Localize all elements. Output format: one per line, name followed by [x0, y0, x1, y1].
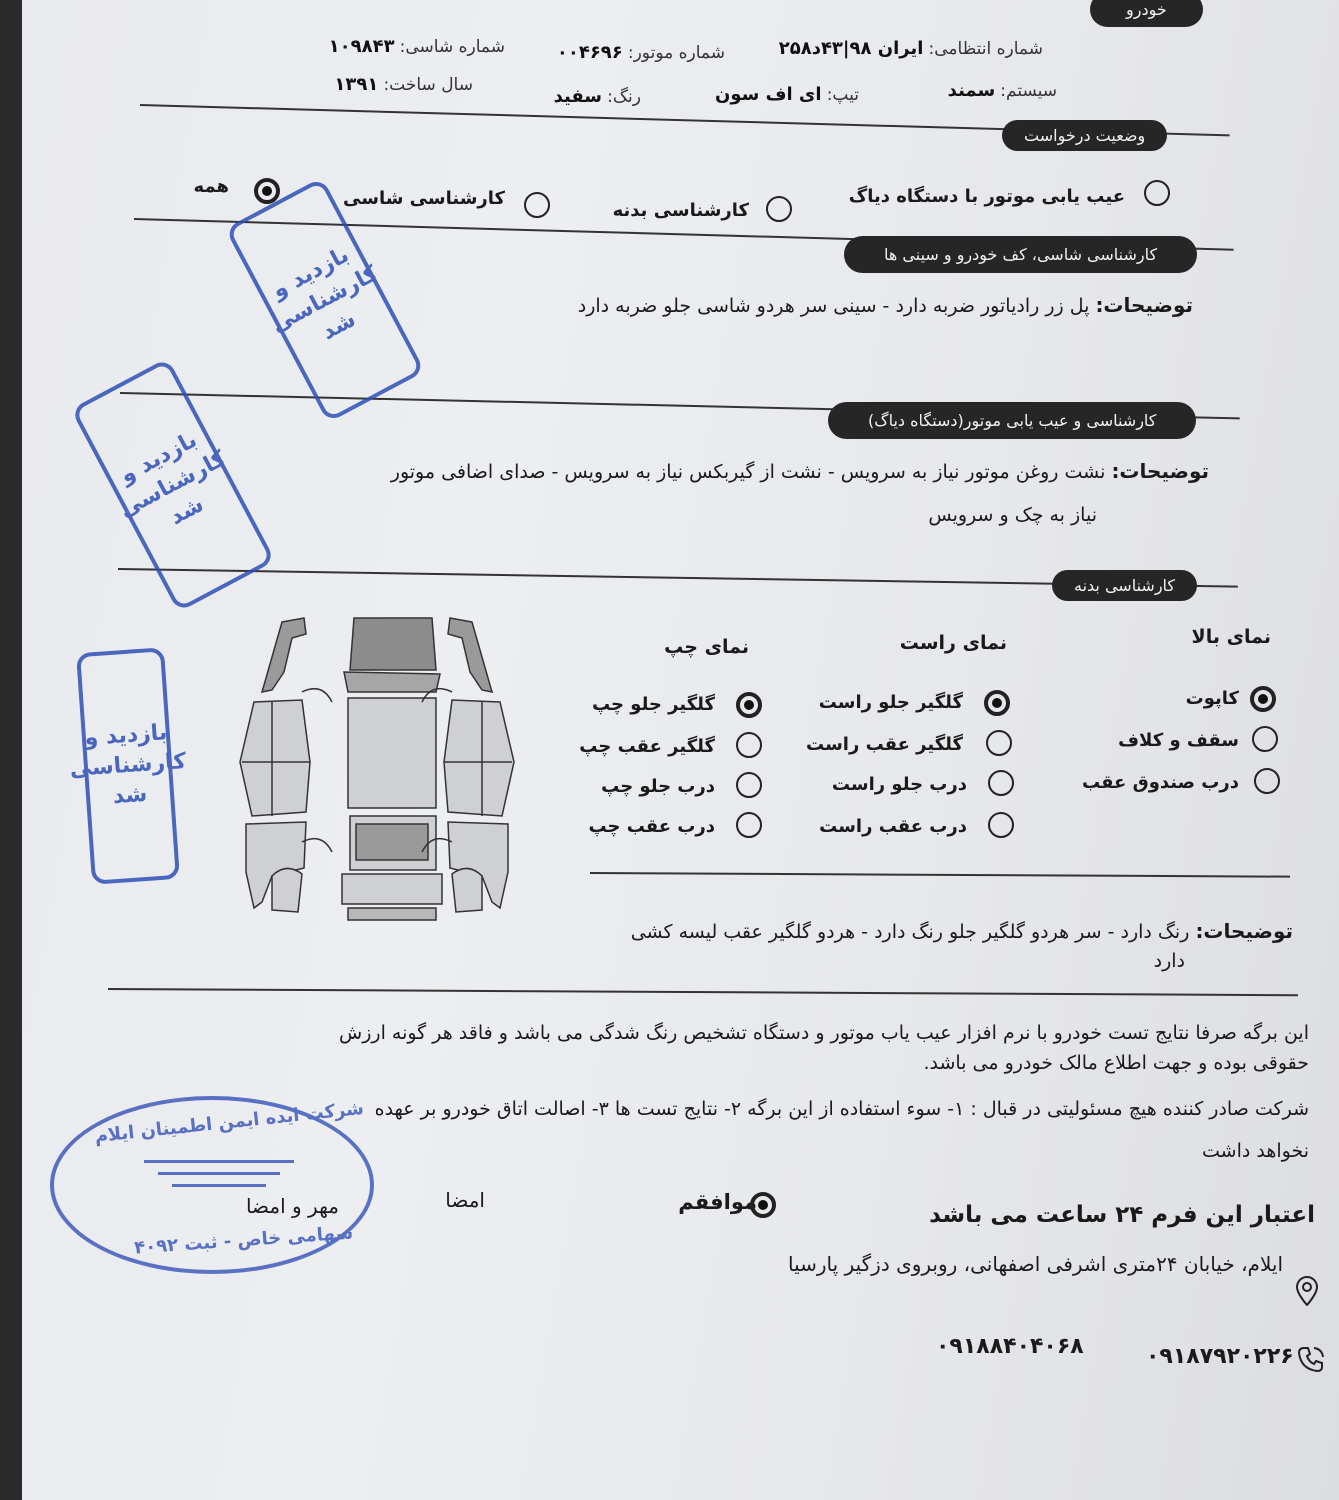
type-value: ای اف سون: [714, 84, 822, 105]
engine-section-heading: [828, 402, 1196, 439]
divider: [108, 988, 1298, 996]
disclaimer-line3-text: شرکت صادر کننده هیچ مسئولیتی در قبال : ۱- سوء استفاده از این برگه ۲- نتایج تست ها ۳- اصالت اتاق خودرو بر عهده: [374, 1098, 1309, 1120]
manufacture-year-value: ۱۳۹۱: [334, 74, 379, 95]
color-label: رنگ:: [607, 87, 641, 107]
inspection-stamp-text: بازدید و کارشناسی شد: [115, 427, 231, 531]
body-item-rear-left-fender[interactable]: [579, 736, 715, 757]
body-item-front-left-fender-radio[interactable]: [736, 692, 762, 718]
body-item-rear-left-door[interactable]: [588, 816, 715, 837]
agree-label-text: موافقم: [678, 1190, 757, 1214]
body-item-rear-left-fender-radio[interactable]: [736, 732, 762, 758]
engine-description-continued: [928, 498, 1097, 532]
manufacture-year-label: سال ساخت:: [383, 75, 473, 95]
color-value: سفید: [553, 86, 603, 107]
disclaimer-line-4: [1202, 1134, 1309, 1168]
request-option-diag[interactable]: [849, 186, 1125, 207]
body-item-front-left-fender-label: گلگیر جلو چپ: [592, 694, 715, 715]
chassis-section-title: کارشناسی شاسی، کف خودرو و سینی ها: [884, 245, 1158, 264]
car-outline-diagram: [232, 612, 522, 924]
body-description-line1: رنگ دارد - سر هردو گلگیر جلو رنگ دارد - هردو گلگیر عقب لیسه کشی: [630, 921, 1190, 943]
phone-icon: [1296, 1344, 1326, 1374]
request-option-chassis[interactable]: [343, 188, 505, 209]
body-item-trunk-door[interactable]: [1082, 772, 1239, 793]
chassis-number-label: شماره شاسی:: [399, 37, 505, 57]
chassis-number-field: [329, 36, 505, 57]
company-seal-logo-line: [144, 1160, 294, 1163]
engine-description: [391, 454, 1209, 489]
seal-signature-label: مهر و امضا: [245, 1194, 339, 1218]
phone-number-2-text: ۰۹۱۸۸۴۰۴۰۶۸: [936, 1334, 1084, 1359]
chassis-description: [578, 288, 1193, 323]
phone-number-1[interactable]: [1146, 1344, 1294, 1369]
body-item-roof-radio[interactable]: [1252, 726, 1278, 752]
request-option-diag-radio[interactable]: [1144, 180, 1170, 206]
body-item-trunk-door-radio[interactable]: [1254, 768, 1280, 794]
registration-value: ایران ۹۸|۴۳د۲۵۸: [778, 38, 924, 59]
inspection-stamp-text: بازدید و کارشناسی شد: [267, 242, 383, 346]
company-seal-logo-line: [158, 1172, 280, 1175]
disclaimer-line2-text: حقوقی بوده و جهت اطلاع مالک خودرو می باشد.: [923, 1052, 1309, 1074]
body-item-hood-radio[interactable]: [1250, 686, 1276, 712]
agree-radio[interactable]: [750, 1192, 776, 1218]
body-description: [631, 914, 1293, 949]
address: [788, 1252, 1283, 1276]
body-item-front-left-fender[interactable]: [592, 694, 715, 715]
disclaimer-line-3: [375, 1092, 1309, 1126]
body-item-front-right-door[interactable]: [832, 774, 967, 795]
request-option-all[interactable]: [194, 176, 229, 197]
request-option-body[interactable]: [613, 200, 749, 221]
body-item-front-right-fender-label: گلگیر جلو راست: [818, 692, 963, 713]
request-status-title: وضعیت درخواست: [1024, 126, 1146, 145]
body-item-front-right-door-label: درب جلو راست: [831, 774, 967, 795]
divider: [590, 872, 1290, 878]
body-item-front-right-fender-radio[interactable]: [984, 690, 1010, 716]
body-item-rear-right-door[interactable]: [819, 816, 967, 837]
chassis-description-text: پل زر رادیاتور ضربه دارد - سینی سر هردو شاسی جلو ضربه دارد: [577, 295, 1090, 317]
body-item-rear-right-door-label: درب عقب راست: [819, 816, 967, 837]
phone-number-2[interactable]: [936, 1334, 1084, 1359]
request-option-diag-label: عیب یابی موتور با دستگاه دیاگ: [848, 186, 1125, 207]
body-description-continued: [1154, 944, 1185, 978]
body-section-heading: [1052, 570, 1197, 601]
body-item-hood[interactable]: [1186, 688, 1239, 709]
company-seal-ring-text: شرکت ایده ایمن اطمینان ایلام: [93, 1097, 365, 1148]
left-view-title: [664, 636, 749, 658]
signature-field[interactable]: [445, 1188, 485, 1212]
body-item-hood-label: کاپوت: [1185, 688, 1239, 709]
phone-number-1-text: ۰۹۱۸۷۹۲۰۲۲۶: [1146, 1344, 1294, 1369]
body-item-rear-right-fender-label: گلگیر عقب راست: [806, 734, 963, 755]
engine-number-label: شماره موتور:: [627, 43, 725, 63]
request-option-body-label: کارشناسی بدنه: [612, 200, 749, 221]
location-pin-icon: [1296, 1276, 1318, 1306]
company-seal-bottom-text: سهامی خاص - ثبت ۴۰۹۲: [133, 1222, 354, 1259]
inspection-form-sheet: [22, 0, 1339, 1500]
disclaimer-line1-text: این برگه صرفا نتایج تست خودرو با نرم افزار عیب یاب موتور و دستگاه تشخیص رنگ شدگی می باشد و فاقد هر گونه ارزش: [339, 1022, 1309, 1044]
company-seal: [50, 1096, 374, 1274]
body-item-trunk-door-label: درب صندوق عقب: [1082, 772, 1239, 793]
form-header-tab: [1090, 0, 1203, 27]
body-item-rear-right-door-radio[interactable]: [988, 812, 1014, 838]
disclaimer-line-1: [339, 1016, 1309, 1050]
type-label: تیپ:: [826, 85, 859, 105]
top-view-title: [1192, 626, 1271, 648]
system-field: [948, 80, 1057, 101]
manufacture-year-field: [334, 74, 473, 95]
engine-description-line2: نیاز به چک و سرویس: [928, 504, 1097, 526]
body-item-front-left-door[interactable]: [601, 776, 715, 797]
form-header-tab-label: خودرو: [1126, 0, 1167, 19]
validity-note: [929, 1202, 1315, 1228]
body-section-title: کارشناسی بدنه: [1074, 576, 1176, 595]
signature-label: امضا: [445, 1188, 485, 1212]
request-option-all-label: همه: [193, 176, 229, 197]
company-seal-logo-line: [172, 1184, 266, 1187]
request-option-chassis-label: کارشناسی شاسی: [343, 188, 505, 209]
request-option-chassis-radio[interactable]: [524, 192, 550, 218]
type-field: [715, 84, 859, 105]
chassis-description-label: توضیحات:: [1095, 293, 1193, 317]
body-item-front-right-fender[interactable]: [819, 692, 963, 713]
right-view-title-text: نمای راست: [899, 632, 1007, 654]
disclaimer-line4-text: نخواهد داشت: [1202, 1140, 1309, 1162]
body-item-front-right-door-radio[interactable]: [988, 770, 1014, 796]
body-item-roof[interactable]: [1118, 730, 1239, 751]
body-item-roof-label: سقف و کلاف: [1118, 730, 1239, 751]
inspection-stamp-text: بازدید و کارشناسی شد: [68, 720, 187, 810]
body-item-rear-left-fender-label: گلگیر عقب چپ: [579, 736, 715, 757]
color-field: [554, 86, 641, 107]
right-view-title: [900, 632, 1007, 654]
disclaimer-line-2: [924, 1046, 1310, 1080]
system-label: سیستم:: [1000, 81, 1057, 101]
engine-description-line1: نشت روغن موتور نیاز به سرویس - نشت از گیربکس نیاز به سرویس - صدای اضافی موتور: [390, 461, 1106, 483]
address-text: ایلام، خیابان ۲۴متری اشرفی اصفهانی، روبروی دزگیر پارسیا: [788, 1252, 1283, 1276]
body-item-front-left-door-label: درب جلو چپ: [601, 776, 715, 797]
body-item-front-left-door-radio[interactable]: [736, 772, 762, 798]
inspection-stamp: [225, 177, 425, 423]
agree-checkbox-label[interactable]: [678, 1190, 757, 1214]
left-view-title-text: نمای چپ: [664, 636, 749, 658]
validity-note-text: اعتبار این فرم ۲۴ ساعت می باشد: [929, 1202, 1315, 1228]
registration-field: [779, 38, 1043, 59]
engine-description-label: توضیحات:: [1111, 459, 1209, 483]
request-status-heading: [1002, 120, 1167, 151]
body-item-rear-right-fender[interactable]: [806, 734, 963, 755]
body-item-rear-left-door-label: درب عقب چپ: [588, 816, 715, 837]
body-item-rear-right-fender-radio[interactable]: [986, 730, 1012, 756]
registration-label: شماره انتظامی:: [928, 39, 1043, 59]
engine-number-field: [557, 42, 725, 63]
top-view-title-text: نمای بالا: [1191, 626, 1271, 648]
system-value: سمند: [947, 80, 996, 101]
body-description-line2: دارد: [1153, 950, 1185, 972]
request-option-body-radio[interactable]: [766, 196, 792, 222]
inspection-stamp: [68, 647, 187, 885]
chassis-number-value: ۱۰۹۸۴۳: [328, 36, 395, 57]
chassis-section-heading: [844, 236, 1197, 273]
body-description-label: توضیحات:: [1195, 919, 1293, 943]
engine-section-title: کارشناسی و عیب یابی موتور(دستگاه دیاگ): [868, 411, 1157, 430]
body-item-rear-left-door-radio[interactable]: [736, 812, 762, 838]
engine-number-value: ۰۰۴۶۹۶: [556, 42, 623, 63]
